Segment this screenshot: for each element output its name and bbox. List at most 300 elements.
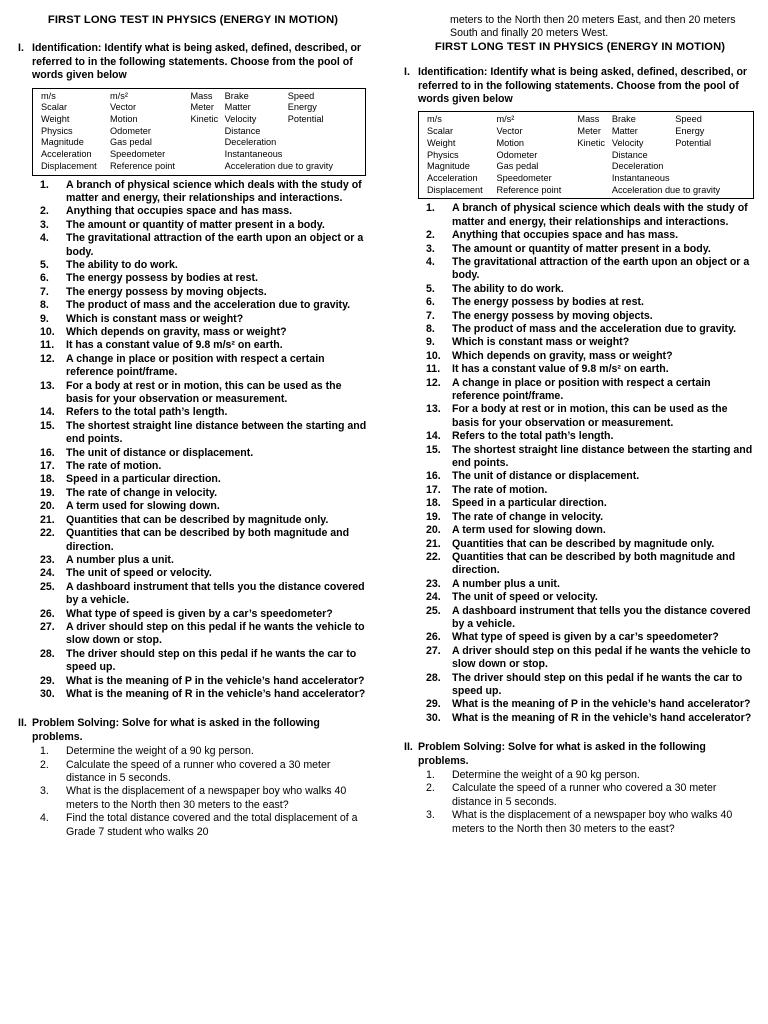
item-number: 10. [426, 349, 441, 362]
word-pool-row [427, 161, 747, 173]
identification-item [404, 310, 756, 323]
word-pool-word: Scalar [41, 102, 68, 113]
identification-item [404, 672, 756, 699]
word-pool-word: Acceleration [427, 172, 478, 183]
item-text: A number plus a unit. [66, 553, 174, 566]
item-text: Anything that occupies space and has mass. [66, 205, 293, 218]
item-text: Quantities that can be described by both magnitude and direction. [66, 527, 350, 553]
item-number: 16. [40, 446, 55, 459]
word-pool-word [577, 150, 611, 162]
word-pool-word: Meter [190, 102, 214, 113]
identification-item [404, 470, 756, 483]
word-pool-word: Instantaneous [224, 149, 283, 160]
identification-item [18, 487, 368, 500]
word-pool-row [427, 114, 747, 126]
item-number: 15. [40, 419, 55, 432]
item-number: 18. [40, 473, 55, 486]
identification-item [18, 420, 368, 447]
item-number: 4. [40, 812, 49, 825]
item-number: 4. [426, 255, 435, 268]
problem-item [404, 809, 756, 836]
identification-item [18, 581, 368, 608]
problem-continuation-text: meters to the North then 20 meters East, and then 20 meters South and finally 20 meters West. [450, 14, 736, 40]
page-column-left [18, 0, 368, 839]
word-pool-word: Distance [611, 149, 648, 160]
word-pool-word: Gas pedal [496, 161, 539, 172]
word-pool-word: Speed [675, 114, 702, 125]
item-number: 9. [426, 336, 435, 349]
identification-item [18, 621, 368, 648]
word-pool-word: Mass [190, 90, 213, 101]
item-number: 13. [40, 379, 55, 392]
section-instructions: Problem Solving: Solve for what is asked in the following problems. [418, 741, 706, 767]
item-number: 14. [426, 430, 441, 443]
problem-text: Calculate the speed of a runner who covered a 30 meter distance in 5 seconds. [66, 758, 331, 785]
item-number: 19. [426, 510, 441, 523]
word-pool-word: Instantaneous [611, 172, 670, 183]
identification-item [404, 631, 756, 644]
word-pool-row [41, 102, 359, 114]
identification-item [404, 551, 756, 578]
identification-item [404, 444, 756, 471]
item-text: A term used for slowing down. [452, 524, 606, 537]
item-number: 12. [40, 352, 55, 365]
problem-text: What is the displacement of a newspaper boy who walks 40 meters to the North then 30 meters to the east? [452, 809, 733, 835]
item-text: Which depends on gravity, mass or weight? [66, 326, 287, 339]
item-number: 2. [40, 205, 49, 218]
word-pool-word: m/s² [496, 114, 515, 125]
identification-item [18, 527, 368, 554]
item-number: 12. [426, 376, 441, 389]
item-text: A driver should step on this pedal if he wants the vehicle to slow down or stop. [452, 644, 751, 671]
item-text: The unit of speed or velocity. [66, 567, 212, 580]
identification-item [404, 377, 756, 404]
section-problem-solving-heading [18, 717, 368, 744]
problem-item [18, 785, 368, 812]
identification-item [404, 283, 756, 296]
item-number: 17. [426, 483, 441, 496]
item-text: The unit of distance or displacement. [66, 446, 254, 459]
item-text: A dashboard instrument that tells you the distance covered by a vehicle. [66, 580, 365, 607]
item-number: 8. [40, 299, 49, 312]
identification-item [18, 688, 368, 701]
item-text: The product of mass and the acceleration due to gravity. [452, 323, 737, 336]
item-number: 3. [426, 809, 435, 822]
identification-item [18, 339, 368, 352]
identification-item [18, 460, 368, 473]
problem-items [404, 769, 756, 836]
page-title: FIRST LONG TEST IN PHYSICS (ENERGY IN MOTION) [47, 14, 339, 26]
item-text: A branch of physical science which deals with the study of matter and energy, their relationships and interactions. [452, 202, 748, 228]
item-text: The product of mass and the acceleration due to gravity. [66, 299, 351, 312]
item-number: 22. [426, 550, 441, 563]
item-number: 24. [40, 567, 55, 580]
item-number: 25. [426, 604, 441, 617]
item-text: The gravitational attraction of the earth upon an object or a body. [66, 232, 364, 258]
section-instructions: Problem Solving: Solve for what is asked in the following problems. [32, 717, 320, 743]
item-number: 11. [426, 363, 441, 376]
item-text: The ability to do work. [66, 258, 178, 271]
item-text: The ability to do work. [452, 282, 564, 295]
identification-item [404, 497, 756, 510]
item-text: What is the meaning of R in the vehicle’s hand accelerator? [452, 711, 752, 724]
item-text: The gravitational attraction of the earth upon an object or a body. [452, 255, 750, 282]
word-pool-word: Brake [224, 90, 249, 101]
identification-item [18, 286, 368, 299]
item-number: 6. [426, 296, 435, 309]
item-text: A dashboard instrument that tells you the distance covered by a vehicle. [452, 604, 751, 630]
item-text: For a body at rest or in motion, this can be used as the basis for your observation or measurement. [452, 403, 728, 429]
section-instructions: Identification: Identify what is being asked, defined, described, or referred to in the following statements. Choose from the pool of words given below [32, 42, 362, 82]
item-text: What type of speed is given by a car’s speedometer? [452, 631, 719, 644]
word-pool-row [41, 137, 359, 149]
identification-item [404, 511, 756, 524]
identification-item [18, 608, 368, 621]
item-text: A change in place or position with respect a certain reference point/frame. [66, 352, 325, 379]
identification-item [404, 363, 756, 376]
identification-item [404, 524, 756, 537]
identification-item [404, 256, 756, 283]
item-text: The driver should step on this pedal if he wants the car to speed up. [66, 647, 357, 674]
item-text: The rate of change in velocity. [66, 486, 218, 499]
problem-text: What is the displacement of a newspaper boy who walks 40 meters to the North then 30 meters to the east? [66, 785, 347, 811]
item-text: For a body at rest or in motion, this can be used as the basis for your observation or measurement. [66, 379, 342, 406]
item-number: 20. [426, 524, 441, 537]
item-number: 3. [40, 218, 49, 231]
item-text: A number plus a unit. [452, 577, 560, 590]
item-number: 21. [426, 537, 441, 550]
word-pool-word: Displacement [41, 160, 97, 171]
word-pool-row [41, 161, 359, 173]
identification-item [18, 272, 368, 285]
identification-item [18, 514, 368, 527]
identification-item [18, 406, 368, 419]
word-pool-word [577, 185, 611, 197]
identification-item [18, 567, 368, 580]
item-number: 15. [426, 443, 441, 456]
word-pool-word [190, 149, 224, 161]
item-number: 11. [40, 339, 55, 352]
identification-item [404, 430, 756, 443]
item-text: A driver should step on this pedal if he wants the vehicle to slow down or stop. [66, 620, 365, 647]
item-text: Quantities that can be described by magnitude only. [66, 513, 329, 526]
word-pool-word: Brake [611, 114, 636, 125]
identification-item [18, 447, 368, 460]
word-pool-word: Potential [675, 137, 712, 148]
word-pool-word: Magnitude [41, 137, 84, 148]
item-text: Which is constant mass or weight? [452, 336, 630, 349]
word-pool-word: Energy [287, 102, 317, 113]
word-pool-word: Odometer [110, 125, 151, 136]
identification-item [18, 675, 368, 688]
item-number: 23. [426, 577, 441, 590]
item-number: 7. [426, 309, 435, 322]
item-text: Which depends on gravity, mass or weight? [452, 349, 673, 362]
section-number: I. [18, 42, 24, 55]
word-pool-row [427, 138, 747, 150]
item-text: A term used for slowing down. [66, 500, 220, 513]
item-number: 1. [426, 769, 435, 782]
word-pool-word: Matter [611, 126, 638, 137]
word-pool-table [41, 91, 359, 173]
item-number: 17. [40, 460, 55, 473]
item-number: 3. [426, 242, 435, 255]
word-pool-row [41, 114, 359, 126]
word-pool-word: Odometer [496, 149, 538, 160]
section-identification-heading [404, 66, 756, 106]
word-pool-word: Matter [224, 102, 251, 113]
item-text: It has a constant value of 9.8 m/s² on earth. [452, 363, 669, 376]
identification-item [404, 336, 756, 349]
item-number: 16. [426, 470, 441, 483]
item-text: The rate of motion. [452, 483, 548, 496]
problem-items [18, 745, 368, 839]
section-problem-solving-heading [404, 741, 756, 768]
identification-item [18, 313, 368, 326]
item-text: Which is constant mass or weight? [66, 312, 244, 325]
section-instructions: Identification: Identify what is being asked, defined, described, or referred to in the following statements. Choose from the pool of words given below [418, 66, 748, 106]
problem-item [404, 782, 756, 809]
word-pool-word: Velocity [224, 114, 257, 125]
item-text: What is the meaning of R in the vehicle’s hand accelerator? [66, 687, 366, 700]
item-text: A branch of physical science which deals with the study of matter and energy, their relationships and interactions. [66, 178, 362, 204]
identification-item [404, 712, 756, 725]
identification-item [404, 243, 756, 256]
word-pool-word: Vector [496, 126, 523, 137]
item-number: 10. [40, 326, 55, 339]
item-number: 5. [40, 258, 49, 271]
word-pool-word: Deceleration [224, 137, 277, 148]
word-pool-row [41, 149, 359, 161]
item-number: 2. [426, 229, 435, 242]
identification-item [18, 232, 368, 259]
item-number: 1. [40, 745, 49, 758]
word-pool-word: Energy [675, 126, 705, 137]
word-pool-word: m/s [427, 114, 442, 125]
identification-item [404, 323, 756, 336]
word-pool-word: Reference point [110, 160, 175, 171]
item-number: 30. [40, 687, 55, 700]
word-pool-word: Scalar [427, 126, 454, 137]
word-pool-word: Speedometer [496, 172, 552, 183]
item-text: The energy possess by bodies at rest. [452, 296, 644, 309]
identification-item [404, 578, 756, 591]
word-pool-word: Displacement [427, 184, 483, 195]
word-pool-word [577, 173, 611, 185]
item-number: 3. [40, 785, 49, 798]
item-text: The rate of motion. [66, 460, 162, 473]
item-number: 24. [426, 591, 441, 604]
problem-text: Find the total distance covered and the total displacement of a Grade 7 student who walks 20 [66, 812, 358, 838]
page-title: FIRST LONG TEST IN PHYSICS (ENERGY IN MOTION) [434, 40, 726, 53]
section-number: II. [18, 717, 27, 730]
section-number: II. [404, 741, 413, 754]
item-number: 30. [426, 711, 441, 724]
item-text: The rate of change in velocity. [452, 510, 604, 523]
word-pool-word: Motion [110, 114, 138, 125]
identification-item [18, 353, 368, 380]
page-column-right [404, 0, 756, 836]
word-pool-word: Deceleration [611, 161, 664, 172]
identification-item [18, 380, 368, 407]
item-text: What type of speed is given by a car’s speedometer? [66, 607, 333, 620]
identification-item [404, 296, 756, 309]
identification-item [18, 473, 368, 486]
item-number: 26. [40, 607, 55, 620]
item-number: 26. [426, 631, 441, 644]
item-number: 1. [40, 178, 49, 191]
item-number: 18. [426, 497, 441, 510]
problem-item [18, 745, 368, 758]
identification-item [404, 229, 756, 242]
word-pool-word: Kinetic [190, 114, 219, 125]
word-pool-word: Speedometer [110, 149, 166, 160]
item-number: 21. [40, 513, 55, 526]
item-number: 25. [40, 580, 55, 593]
problem-item [404, 769, 756, 782]
word-pool-word: Acceleration due to gravity [224, 160, 333, 171]
problem-item [18, 759, 368, 786]
item-text: Refers to the total path’s length. [66, 406, 228, 419]
item-number: 4. [40, 232, 49, 245]
problem-text: Determine the weight of a 90 kg person. [452, 769, 640, 782]
identification-item [404, 698, 756, 711]
identification-items [18, 179, 368, 702]
word-pool-word [190, 161, 224, 173]
item-number: 8. [426, 323, 435, 336]
identification-item [18, 648, 368, 675]
item-text: What is the meaning of P in the vehicle’s hand accelerator? [452, 698, 751, 711]
item-text: What is the meaning of P in the vehicle’s hand accelerator? [66, 674, 365, 687]
word-pool-word: Speed [287, 90, 315, 101]
item-number: 20. [40, 500, 55, 513]
item-text: The unit of distance or displacement. [452, 470, 640, 483]
identification-item [404, 350, 756, 363]
word-pool-word: Kinetic [577, 137, 605, 148]
item-text: The energy possess by moving objects. [66, 285, 267, 298]
word-pool-row [427, 185, 747, 197]
item-text: A change in place or position with respect a certain reference point/frame. [452, 376, 711, 403]
item-text: The shortest straight line distance between the starting and end points. [66, 419, 367, 446]
word-pool-box [418, 111, 754, 199]
item-number: 27. [426, 644, 441, 657]
item-text: The amount or quantity of matter present in a body. [452, 242, 711, 255]
item-number: 13. [426, 403, 441, 416]
problem-text: Calculate the speed of a runner who covered a 30 meter distance in 5 seconds. [452, 782, 717, 808]
identification-item [404, 645, 756, 672]
word-pool-word: Velocity [611, 137, 644, 148]
word-pool-box [32, 88, 366, 176]
item-number: 1. [426, 202, 435, 215]
item-number: 2. [426, 782, 435, 795]
problem-text: Determine the weight of a 90 kg person. [66, 745, 254, 758]
word-pool-word: Mass [577, 114, 600, 125]
word-pool-word: Acceleration [41, 149, 92, 160]
item-text: The shortest straight line distance between the starting and end points. [452, 443, 753, 470]
word-pool-word: Distance [224, 125, 261, 136]
word-pool-row [427, 150, 747, 162]
word-pool-word: Physics [427, 149, 459, 160]
word-pool-word: Potential [287, 114, 324, 125]
identification-item [404, 591, 756, 604]
item-number: 28. [426, 671, 441, 684]
word-pool-table [427, 114, 747, 196]
word-pool-word [577, 161, 611, 173]
item-number: 28. [40, 647, 55, 660]
word-pool-word [190, 137, 224, 149]
identification-item [18, 299, 368, 312]
identification-items [404, 202, 756, 725]
identification-item [18, 259, 368, 272]
identification-item [18, 554, 368, 567]
item-number: 27. [40, 620, 55, 633]
item-number: 9. [40, 312, 49, 325]
item-text: It has a constant value of 9.8 m/s² on earth. [66, 339, 283, 352]
word-pool-word: Meter [577, 126, 601, 137]
item-text: Quantities that can be described by both magnitude and direction. [452, 550, 736, 577]
word-pool-word: Physics [41, 125, 73, 136]
word-pool-word: Gas pedal [110, 137, 152, 148]
item-text: Speed in a particular direction. [452, 497, 607, 510]
item-number: 2. [40, 758, 49, 771]
identification-item [404, 605, 756, 632]
word-pool-word [190, 126, 224, 138]
identification-item [18, 179, 368, 206]
item-number: 22. [40, 527, 55, 540]
word-pool-word: Motion [496, 137, 525, 148]
word-pool-row [41, 91, 359, 103]
identification-item [18, 500, 368, 513]
word-pool-row [427, 173, 747, 185]
item-text: The amount or quantity of matter present in a body. [66, 218, 325, 231]
word-pool-word: Weight [427, 137, 456, 148]
section-identification-heading [18, 42, 368, 82]
item-text: Quantities that can be described by magnitude only. [452, 537, 715, 550]
item-number: 7. [40, 285, 49, 298]
word-pool-word: m/s² [110, 90, 128, 101]
identification-item [404, 202, 756, 229]
word-pool-word: Vector [110, 102, 137, 113]
item-text: Refers to the total path’s length. [452, 430, 614, 443]
word-pool-word: Acceleration due to gravity [611, 184, 721, 195]
identification-item [18, 326, 368, 339]
word-pool-word: Magnitude [427, 161, 470, 172]
item-number: 29. [426, 698, 441, 711]
identification-item [404, 538, 756, 551]
item-text: Speed in a particular direction. [66, 473, 221, 486]
identification-item [18, 219, 368, 232]
identification-item [404, 484, 756, 497]
word-pool-word: Reference point [496, 184, 562, 195]
item-text: The energy possess by moving objects. [452, 309, 653, 322]
item-number: 6. [40, 272, 49, 285]
word-pool-row [427, 126, 747, 138]
word-pool-word: m/s [41, 90, 56, 101]
item-number: 29. [40, 674, 55, 687]
item-number: 19. [40, 486, 55, 499]
problem-item [18, 812, 368, 839]
identification-item [18, 205, 368, 218]
item-text: The driver should step on this pedal if he wants the car to speed up. [452, 671, 743, 697]
item-text: Anything that occupies space and has mass. [452, 229, 679, 242]
word-pool-row [41, 126, 359, 138]
word-pool-word: Weight [41, 114, 70, 125]
item-number: 23. [40, 553, 55, 566]
item-text: The energy possess by bodies at rest. [66, 272, 258, 285]
item-text: The unit of speed or velocity. [452, 591, 598, 604]
item-number: 14. [40, 406, 55, 419]
section-number: I. [404, 66, 410, 79]
